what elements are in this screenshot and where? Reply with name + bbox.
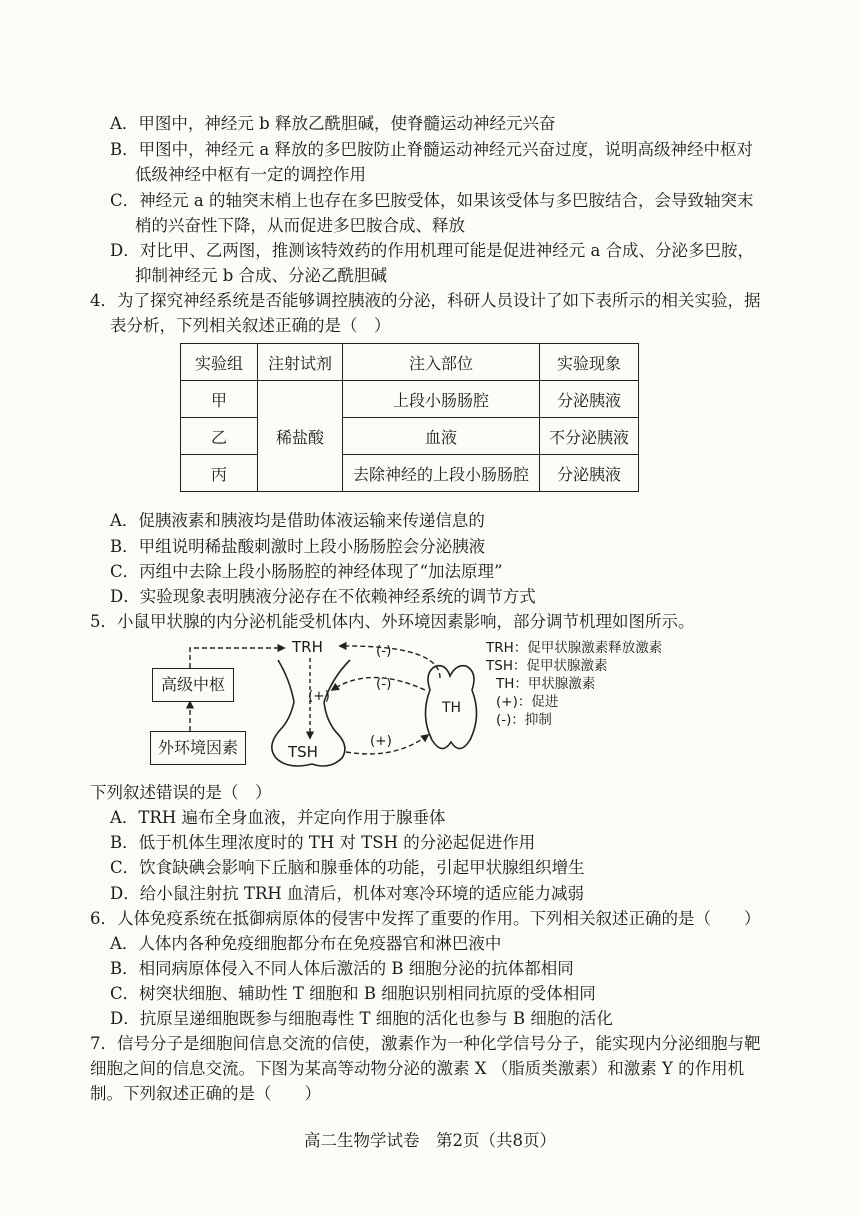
table-cell-result: 分泌胰液 [540,381,639,418]
legend-inhibit: (-)：抑制 [496,712,552,728]
higher-center-box: 高级中枢 [152,668,234,702]
q6-option-d: D．抗原呈递细胞既参与细胞毒性 T 细胞的活化也参与 B 细胞的活化 [110,1009,613,1028]
q4-option-b: B．甲组说明稀盐酸刺激时上段小肠肠腔会分泌胰液 [110,537,486,556]
minus-label: (-) [376,676,392,692]
q6-option-b: B．相同病原体侵入不同人体后激活的 B 细胞分泌的抗体都相同 [110,959,574,978]
table-header: 注入部位 [343,344,540,381]
q3-option-d: D．对比甲、乙两图，推测该特效药的作用机理可能是促进神经元 a 合成、分泌多巴胺， [110,241,755,260]
q3-option-d-cont: 抑制神经元 b 合成、分泌乙酰胆碱 [135,266,388,285]
table-header: 实验现象 [540,344,639,381]
q6-option-c: C．树突状细胞、辅助性 T 细胞和 B 细胞识别相同抗原的受体相同 [110,984,596,1003]
legend-th: TH：甲状腺激素 [496,676,596,692]
q3-option-c-cont: 梢的兴奋性下降，从而促进多巴胺合成、释放 [135,216,465,235]
q5-stem-cont: 下列叙述错误的是（ ） [90,783,272,802]
q7-stem-cont: 制。下列叙述正确的是（ ） [90,1084,321,1103]
table-cell-result: 分泌胰液 [540,455,639,492]
q3-option-a: A．甲图中，神经元 b 释放乙酰胆碱，使脊髓运动神经元兴奋 [110,114,556,133]
table-cell-group: 甲 [181,381,258,418]
table-cell-site: 上段小肠肠腔 [343,381,540,418]
table-cell-group: 乙 [181,418,258,455]
q5-option-a: A．TRH 遍布全身血液，并定向作用于腺垂体 [110,808,446,827]
q4-option-a: A．促胰液素和胰液均是借助体液运输来传递信息的 [110,511,485,530]
table-cell-site: 血液 [343,418,540,455]
q6-stem: 6．人体免疫系统在抵御病原体的侵害中发挥了重要的作用。下列相关叙述正确的是（ ） [90,909,761,928]
trh-label: TRH [292,638,323,656]
q4-option-d: D．实验现象表明胰液分泌存在不依赖神经系统的调节方式 [110,587,536,606]
q5-option-b: B．低于机体生理浓度时的 TH 对 TSH 的分泌起促进作用 [110,833,536,852]
legend-trh: TRH：促甲状腺激素释放激素 [486,640,663,656]
table-header: 实验组 [181,344,258,381]
q7-stem: 7．信号分子是细胞间信息交流的信使，激素作为一种化学信号分子，能实现内分泌细胞与靶 [90,1034,761,1053]
table-header: 注射试剂 [258,344,343,381]
th-label: TH [442,700,462,716]
minus-label: (-) [376,643,392,659]
plus-label: (+) [308,688,330,704]
tsh-label: TSH [288,743,318,761]
page-footer: 高二生物学试卷 第2页（共8页） [304,1131,556,1150]
table-cell-result: 不分泌胰液 [540,418,639,455]
q6-option-a: A．人体内各种免疫细胞都分布在免疫器官和淋巴液中 [110,934,502,953]
legend-promote: (+)：促进 [496,694,559,710]
q5-option-c: C．饮食缺碘会影响下丘脑和腺垂体的功能，引起甲状腺组织增生 [110,858,585,877]
q5-stem: 5．小鼠甲状腺的内分泌机能受机体内、外环境因素影响，部分调节机理如图所示。 [90,612,695,631]
experiment-table [180,343,639,492]
plus-label: (+) [370,733,392,749]
higher-center-to-trh-arrow [190,648,284,668]
q4-stem: 4．为了探究神经系统是否能够调控胰液的分泌，科研人员设计了如下表所示的相关实验，据 [90,291,761,310]
legend-tsh: TSH：促甲状腺激素 [486,658,608,674]
q4-stem-cont: 表分析，下列相关叙述正确的是（ ） [110,316,391,335]
q7-stem-cont: 细胞之间的信息交流。下图为某高等动物分泌的激素 X （脂质类激素）和激素 Y 的作用机 [90,1059,745,1078]
q3-option-b-cont: 低级神经中枢有一定的调控作用 [135,165,366,184]
q3-option-c: C．神经元 a 的轴突末梢上也存在多巴胺受体，如果该受体与多巴胺结合，会导致轴突末 [110,191,754,210]
table-cell-reagent: 稀盐酸 [258,381,343,492]
external-factor-box: 外环境因素 [150,731,246,765]
q5-option-d: D．给小鼠注射抗 TRH 血清后，机体对寒冷环境的适应能力减弱 [110,884,585,903]
table-cell-site: 去除神经的上段小肠肠腔 [343,455,540,492]
q3-option-b: B．甲图中，神经元 a 释放的多巴胺防止脊髓运动神经元兴奋过度，说明高级神经中枢对 [110,140,753,159]
table-cell-group: 丙 [181,455,258,492]
q4-option-c: C．丙组中去除上段小肠肠腔的神经体现了“加法原理” [110,562,503,581]
